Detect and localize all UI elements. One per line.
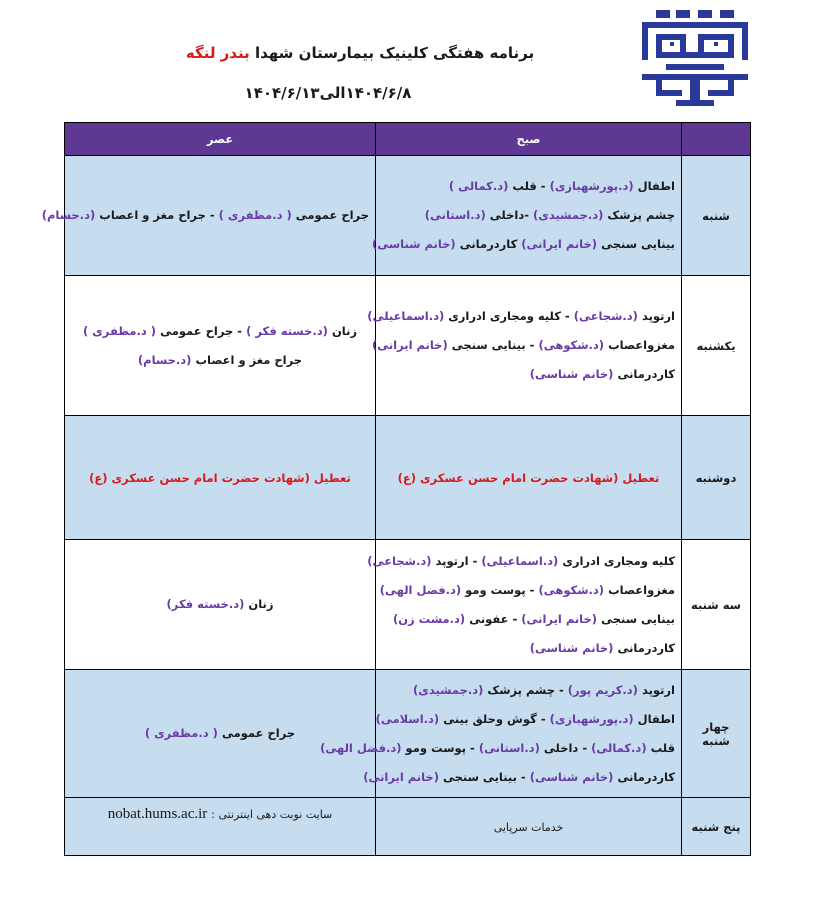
morning-cell bbox=[376, 798, 682, 856]
doctor-name: (د.اسلامی) bbox=[375, 711, 440, 726]
table-row bbox=[65, 670, 751, 798]
header-morning: صبح bbox=[376, 123, 682, 156]
schedule-line bbox=[382, 360, 675, 389]
evening-cell bbox=[65, 540, 376, 670]
doctor-name: (د.کمالی) bbox=[591, 740, 647, 755]
schedule-line bbox=[382, 605, 675, 634]
specialty-name: - بینایی سنجی bbox=[451, 338, 535, 352]
specialty-name: جراح عمومی bbox=[221, 726, 296, 740]
specialty-name: بینایی سنجی bbox=[601, 611, 675, 626]
doctor-name: (خانم شناسی) bbox=[371, 237, 456, 251]
doctor-name: (د.پورشهبازی) bbox=[549, 711, 634, 726]
specialty-name: - عفونی bbox=[469, 611, 518, 626]
day-cell: پنج شنبه bbox=[682, 798, 751, 856]
specialty-name: - گوش وحلق بینی bbox=[443, 711, 546, 726]
specialty-name: اطفال bbox=[637, 711, 675, 726]
specialty-name: - چشم پزشک bbox=[487, 682, 564, 697]
doctor-name: (د.مشت زن) bbox=[392, 611, 466, 626]
schedule-line bbox=[382, 634, 675, 663]
doctor-name: (د.شجاعی) bbox=[367, 553, 432, 568]
evening-cell bbox=[41, 156, 376, 276]
doctor-name: (د.حسام) bbox=[137, 352, 192, 367]
doctor-name: (د.شکوهی) bbox=[538, 338, 605, 352]
doctor-name: (خانم ایرانی) bbox=[521, 611, 598, 626]
doctor-name: (خانم ایرانی) bbox=[521, 237, 598, 251]
specialty-name: چشم پزشک bbox=[607, 208, 675, 222]
specialty-name: مغزواعصاب bbox=[608, 582, 675, 597]
day-cell: چهار شنبه bbox=[682, 670, 751, 798]
specialty-name: - داخلی bbox=[543, 740, 588, 755]
online-booking-label: سایت نوبت دهی اینترنتی : bbox=[211, 808, 333, 821]
specialty-name: - پوست ومو bbox=[465, 582, 535, 597]
specialty-name: بینایی سنجی bbox=[601, 237, 675, 251]
morning-cell bbox=[367, 276, 682, 416]
doctor-name: (د.اسماعیلی) bbox=[367, 309, 445, 323]
day-cell: سه شنبه bbox=[682, 540, 751, 670]
specialty-name: - ارتوپد bbox=[435, 553, 478, 568]
doctor-name: (د.کمالی ) bbox=[448, 179, 509, 193]
schedule-line bbox=[375, 705, 675, 734]
table-row bbox=[65, 416, 751, 540]
doctor-name: (د.خسته فکر) bbox=[166, 597, 245, 611]
university-logo-icon bbox=[636, 6, 754, 112]
doctor-name: (د.شجاعی) bbox=[573, 309, 638, 323]
table-row bbox=[65, 156, 751, 276]
doctor-name: (د.شکوهی) bbox=[538, 582, 605, 597]
day-cell: دوشنبه bbox=[682, 416, 751, 540]
evening-cell bbox=[65, 416, 376, 540]
doctor-name: (خانم ایرانی) bbox=[371, 338, 448, 352]
morning-cell bbox=[320, 670, 682, 798]
outpatient-services: خدمات سرپایی bbox=[493, 820, 564, 834]
schedule-line bbox=[382, 676, 675, 705]
specialty-name: کاردرمانی bbox=[617, 640, 675, 655]
specialty-name: جراح عمومی bbox=[295, 208, 369, 222]
schedule-line bbox=[382, 172, 675, 201]
day-cell: شنبه bbox=[682, 156, 751, 276]
date-range: ۱۴۰۴/۶/۸الی۱۴۰۴/۶/۱۳ bbox=[244, 84, 412, 102]
doctor-name: (د.خسته فکر ) bbox=[246, 323, 328, 338]
schedule-line bbox=[71, 346, 369, 375]
holiday-notice: تعطیل (شهادت حضرت امام حسن عسکری (ع) bbox=[397, 470, 660, 485]
title-main: برنامه هفتگی کلینیک بیمارستان شهدا bbox=[254, 44, 535, 62]
doctor-name: (د.جمشیدی) bbox=[533, 208, 604, 222]
specialty-name: کاردرمانی bbox=[617, 367, 675, 381]
doctor-name: (د.استانی) bbox=[478, 740, 540, 755]
specialty-name: ارتوپد bbox=[641, 309, 675, 323]
specialty-name: مغزواعصاب bbox=[608, 338, 675, 352]
table-row bbox=[65, 798, 751, 856]
doctor-name: (خانم شناسی) bbox=[529, 367, 614, 381]
schedule-line bbox=[367, 547, 675, 576]
schedule-line bbox=[371, 230, 675, 259]
doctor-name: (د.پورشهبازی) bbox=[549, 179, 634, 193]
table-row bbox=[65, 276, 751, 416]
page-header bbox=[0, 0, 814, 120]
doctor-name: ( د.مظفری ) bbox=[218, 208, 292, 222]
specialty-name: جراح مغز و اعصاب bbox=[195, 352, 303, 367]
specialty-name: زنان bbox=[248, 597, 274, 611]
specialty-name: کلیه ومجاری ادراری bbox=[562, 553, 675, 568]
doctor-name: (خانم شناسی) bbox=[529, 640, 614, 655]
title-city: بندر لنگه bbox=[185, 44, 250, 62]
evening-cell bbox=[65, 276, 376, 416]
doctor-name: (د.کریم پور) bbox=[567, 682, 638, 697]
booking-site-link[interactable]: nobat.hums.ac.ir bbox=[107, 806, 208, 822]
doctor-name: ( د.مظفری ) bbox=[82, 323, 157, 338]
holiday-notice: تعطیل (شهادت حضرت امام حسن عسکری (ع) bbox=[89, 470, 351, 485]
doctor-name: (د.فضل الهی) bbox=[320, 740, 402, 755]
schedule-line bbox=[71, 317, 369, 346]
specialty-name: - کلیه ومجاری ادراری bbox=[448, 309, 570, 323]
morning-cell bbox=[367, 540, 682, 670]
schedule-line bbox=[367, 302, 675, 331]
specialty-name: زنان bbox=[331, 323, 358, 338]
schedule-table bbox=[41, 122, 751, 856]
header-day-cell bbox=[682, 123, 751, 156]
schedule-line bbox=[382, 201, 675, 230]
specialty-name: - قلب bbox=[512, 179, 546, 193]
table-row bbox=[65, 540, 751, 670]
specialty-name: قلب bbox=[650, 740, 675, 755]
schedule-line bbox=[320, 734, 675, 763]
header-evening: عصر bbox=[65, 123, 376, 156]
morning-cell bbox=[376, 416, 682, 540]
specialty-name: - جراح مغز و اعصاب bbox=[99, 208, 215, 222]
doctor-name: (د.جمشیدی) bbox=[413, 682, 484, 697]
table-header-row bbox=[65, 123, 751, 156]
specialty-name: -داخلی bbox=[489, 208, 530, 222]
schedule-line bbox=[363, 763, 675, 792]
specialty-name: - پوست ومو bbox=[405, 740, 475, 755]
specialty-name: اطفال bbox=[637, 179, 675, 193]
doctor-name: (د.حسام) bbox=[41, 208, 96, 222]
page-title bbox=[180, 44, 540, 62]
specialty-name: - بینایی سنجی bbox=[443, 769, 526, 784]
doctor-name: (د.استانی) bbox=[424, 208, 486, 222]
specialty-name: کاردرمانی bbox=[617, 769, 675, 784]
specialty-name: ارتوپد bbox=[641, 682, 675, 697]
doctor-name: (خانم ایرانی) bbox=[363, 769, 439, 784]
schedule-line bbox=[41, 201, 369, 230]
schedule-line bbox=[371, 331, 675, 360]
specialty-name: کاردرمانی bbox=[459, 237, 518, 251]
day-cell: یکشنبه bbox=[682, 276, 751, 416]
evening-cell bbox=[65, 798, 376, 856]
specialty-name: - جراح عمومی bbox=[160, 323, 243, 338]
doctor-name: (خانم شناسی) bbox=[529, 769, 614, 784]
schedule-line bbox=[379, 576, 675, 605]
doctor-name: (د.فضل الهی) bbox=[379, 582, 462, 597]
morning-cell bbox=[371, 156, 682, 276]
schedule-line bbox=[71, 590, 369, 619]
doctor-name: ( د.مظفری ) bbox=[144, 726, 218, 740]
doctor-name: (د.اسماعیلی) bbox=[481, 553, 559, 568]
